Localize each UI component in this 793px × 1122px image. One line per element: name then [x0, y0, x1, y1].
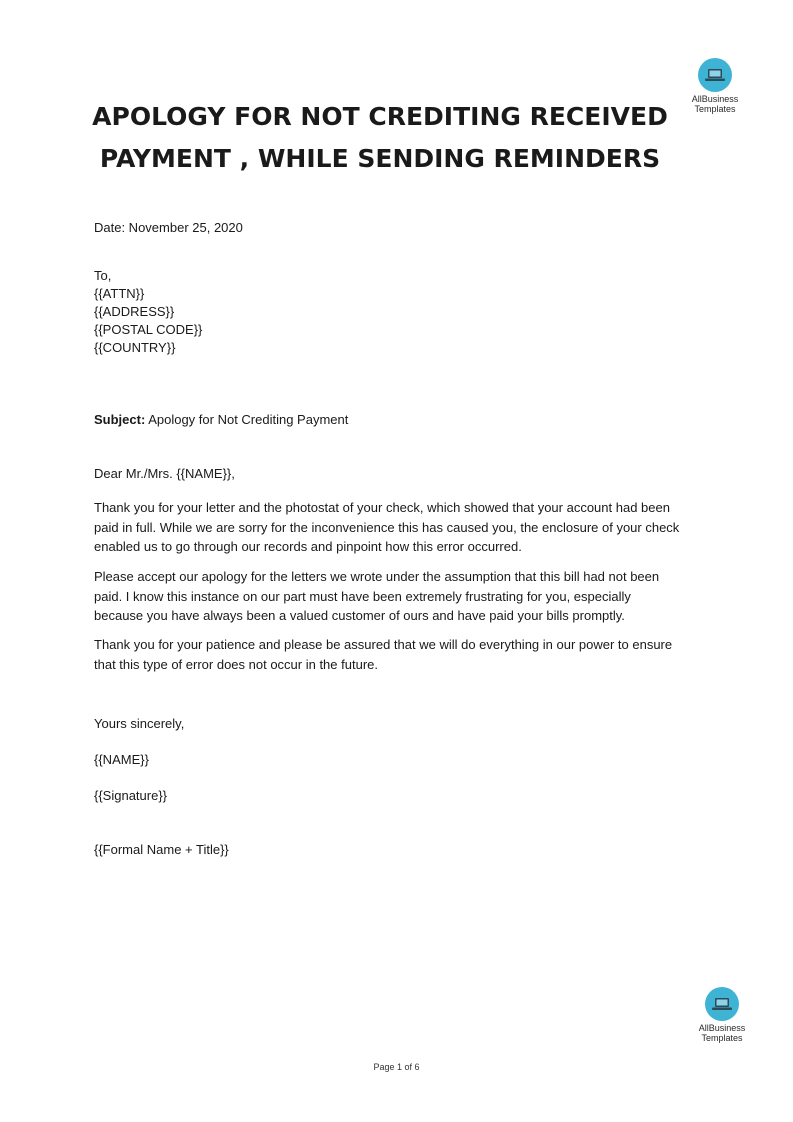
- paragraph-2-line-2: paid. I know this instance on our part must have been extremely frustrating for you, especially: [94, 588, 631, 604]
- address-country: {{COUNTRY}}: [94, 340, 176, 355]
- paragraph-1: [94, 498, 709, 557]
- address-postal-code: {{POSTAL CODE}}: [94, 322, 203, 337]
- sign-off: Yours sincerely,: [94, 716, 185, 731]
- paragraph-3: [94, 635, 709, 674]
- logo-text: [687, 1023, 757, 1043]
- subject-line: [94, 411, 348, 429]
- allbusiness-logo-top: [680, 58, 750, 114]
- closing-name: {{NAME}}: [94, 752, 149, 767]
- logo-text: [680, 94, 750, 114]
- closing-formal-name: {{Formal Name + Title}}: [94, 842, 229, 857]
- paragraph-2-line-3: because you have always been a valued customer of ours and have paid your bills promptly.: [94, 608, 625, 623]
- address-address: {{ADDRESS}}: [94, 304, 175, 319]
- date-line: Date: November 25, 2020: [94, 220, 243, 235]
- paragraph-3-line-2: that this type of error does not occur in the future.: [94, 656, 378, 672]
- page-number: Page 1 of 6: [373, 1062, 420, 1072]
- paragraph-1-line-1: Thank you for your letter and the photostat of your check, which showed that your account had been: [94, 500, 670, 515]
- address-attn: {{ATTN}}: [94, 286, 145, 301]
- address-to: To,: [94, 268, 112, 283]
- laptop-icon: [705, 987, 739, 1021]
- title-line2: PAYMENT , WHILE SENDING REMINDERS: [99, 144, 661, 173]
- title-line1: APOLOGY FOR NOT CREDITING RECEIVED: [92, 102, 668, 131]
- logo-line1: AllBusiness: [698, 1023, 746, 1033]
- paragraph-3-line-1: Thank you for your patience and please be assured that we will do everything in our power to ensure: [94, 637, 673, 652]
- closing-signature: {{Signature}}: [94, 788, 168, 803]
- logo-line2: Templates: [694, 104, 736, 114]
- subject-label: Subject:: [94, 412, 146, 427]
- paragraph-1-line-2: paid in full. While we are sorry for the inconvenience this has caused you, the enclosure of your check: [94, 519, 680, 535]
- logo-line2: Templates: [701, 1033, 743, 1043]
- document-title: [80, 96, 680, 180]
- paragraph-1-line-3: enabled us to go through our records and pinpoint how this error occurred.: [94, 539, 522, 554]
- logo-line1: AllBusiness: [691, 94, 739, 104]
- laptop-icon: [698, 58, 732, 92]
- paragraph-2-line-1: Please accept our apology for the letters we wrote under the assumption that this bill had not been: [94, 569, 660, 584]
- subject-text: Apology for Not Crediting Payment: [148, 412, 349, 427]
- allbusiness-logo-bottom: [687, 987, 757, 1043]
- paragraph-2: [94, 567, 709, 626]
- salutation: Dear Mr./Mrs. {{NAME}},: [94, 466, 235, 481]
